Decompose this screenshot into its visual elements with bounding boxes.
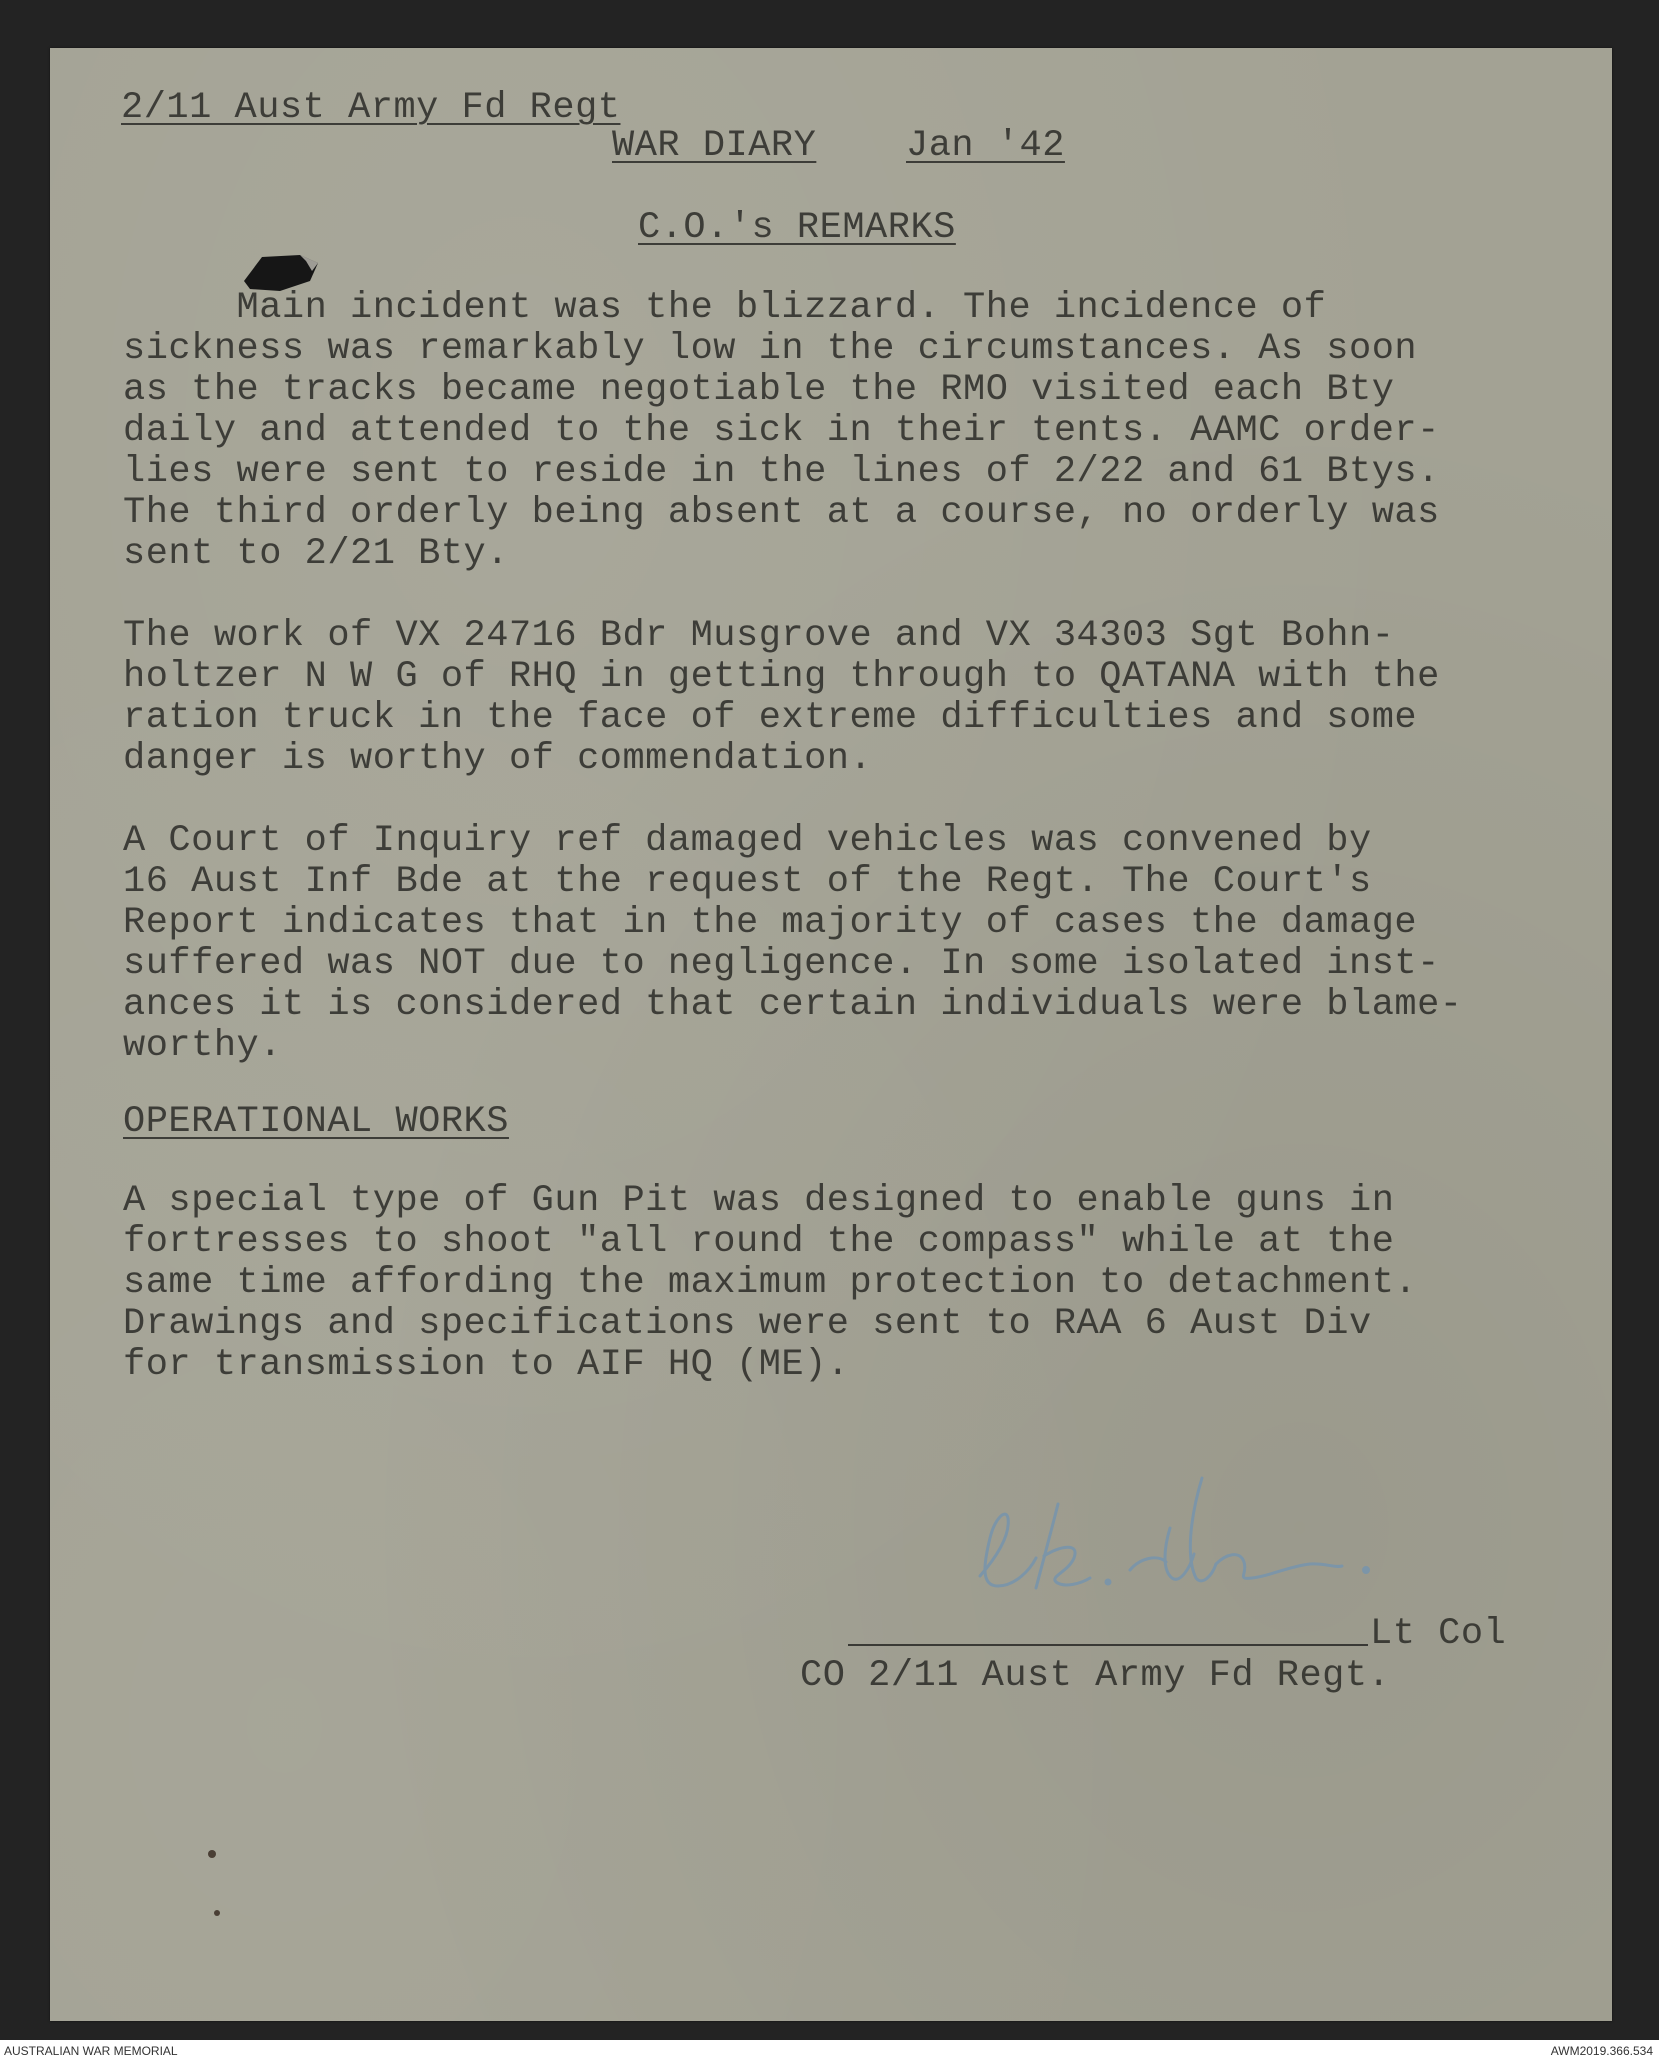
document-page <box>50 48 1612 2021</box>
text-line: The work of VX 24716 Bdr Musgrove and VX 34303 Sgt Bohn- <box>123 615 1395 657</box>
text-line: Drawings and specifications were sent to RAA 6 Aust Div <box>123 1303 1372 1345</box>
text-line: Main incident was the blizzard. The incidence of <box>123 287 1327 329</box>
text-line: worthy. <box>123 1025 282 1067</box>
text-line: danger is worthy of commendation. <box>123 738 873 780</box>
footer-accession-number: AWM2019.366.534 <box>1550 2044 1653 2058</box>
text-line: ances it is considered that certain individuals were blame- <box>123 984 1463 1026</box>
text-line: 16 Aust Inf Bde at the request of the Regt. The Court's <box>123 861 1372 903</box>
text-line: as the tracks became negotiable the RMO visited each Bty <box>123 369 1395 411</box>
stain-spot <box>208 1850 216 1858</box>
text-line: sent to 2/21 Bty. <box>123 533 509 575</box>
text-line: ration truck in the face of extreme difficulties and some <box>123 697 1418 739</box>
text-line: A Court of Inquiry ref damaged vehicles was convened by <box>123 820 1372 862</box>
text-line: sickness was remarkably low in the circumstances. As soon <box>123 328 1418 370</box>
text-line: Report indicates that in the majority of cases the damage <box>123 902 1418 944</box>
remarks-heading: C.O.'s REMARKS <box>638 207 956 249</box>
text-line: holtzer N W G of RHQ in getting through to QATANA with the <box>123 656 1440 698</box>
text-line: The third orderly being absent at a course, no orderly was <box>123 492 1440 534</box>
stain-spot <box>214 1910 220 1916</box>
operational-works-heading: OPERATIONAL WORKS <box>123 1101 509 1143</box>
text-line: fortresses to shoot "all round the compass" while at the <box>123 1221 1395 1263</box>
footer-archive-name: AUSTRALIAN WAR MEMORIAL <box>4 2044 178 2058</box>
war-diary-label: WAR DIARY <box>612 125 817 167</box>
text-line: suffered was NOT due to negligence. In some isolated inst- <box>123 943 1440 985</box>
signatory-rank: Lt Col <box>1370 1613 1507 1655</box>
diary-date: Jan '42 <box>906 125 1065 167</box>
text-line: lies were sent to reside in the lines of 2/22 and 61 Btys. <box>123 451 1440 493</box>
text-line: for transmission to AIF HQ (ME). <box>123 1344 850 1386</box>
unit-heading: 2/11 Aust Army Fd Regt <box>121 87 621 129</box>
text-line: A special type of Gun Pit was designed to enable guns in <box>123 1180 1395 1222</box>
signatory-title: CO 2/11 Aust Army Fd Regt. <box>800 1655 1391 1697</box>
text-line: daily and attended to the sick in their tents. AAMC order- <box>123 410 1440 452</box>
text-line: same time affording the maximum protection to detachment. <box>123 1262 1418 1304</box>
archive-footer <box>0 2040 1659 2061</box>
handwritten-signature <box>940 1458 1380 1618</box>
signature-line <box>848 1644 1368 1646</box>
